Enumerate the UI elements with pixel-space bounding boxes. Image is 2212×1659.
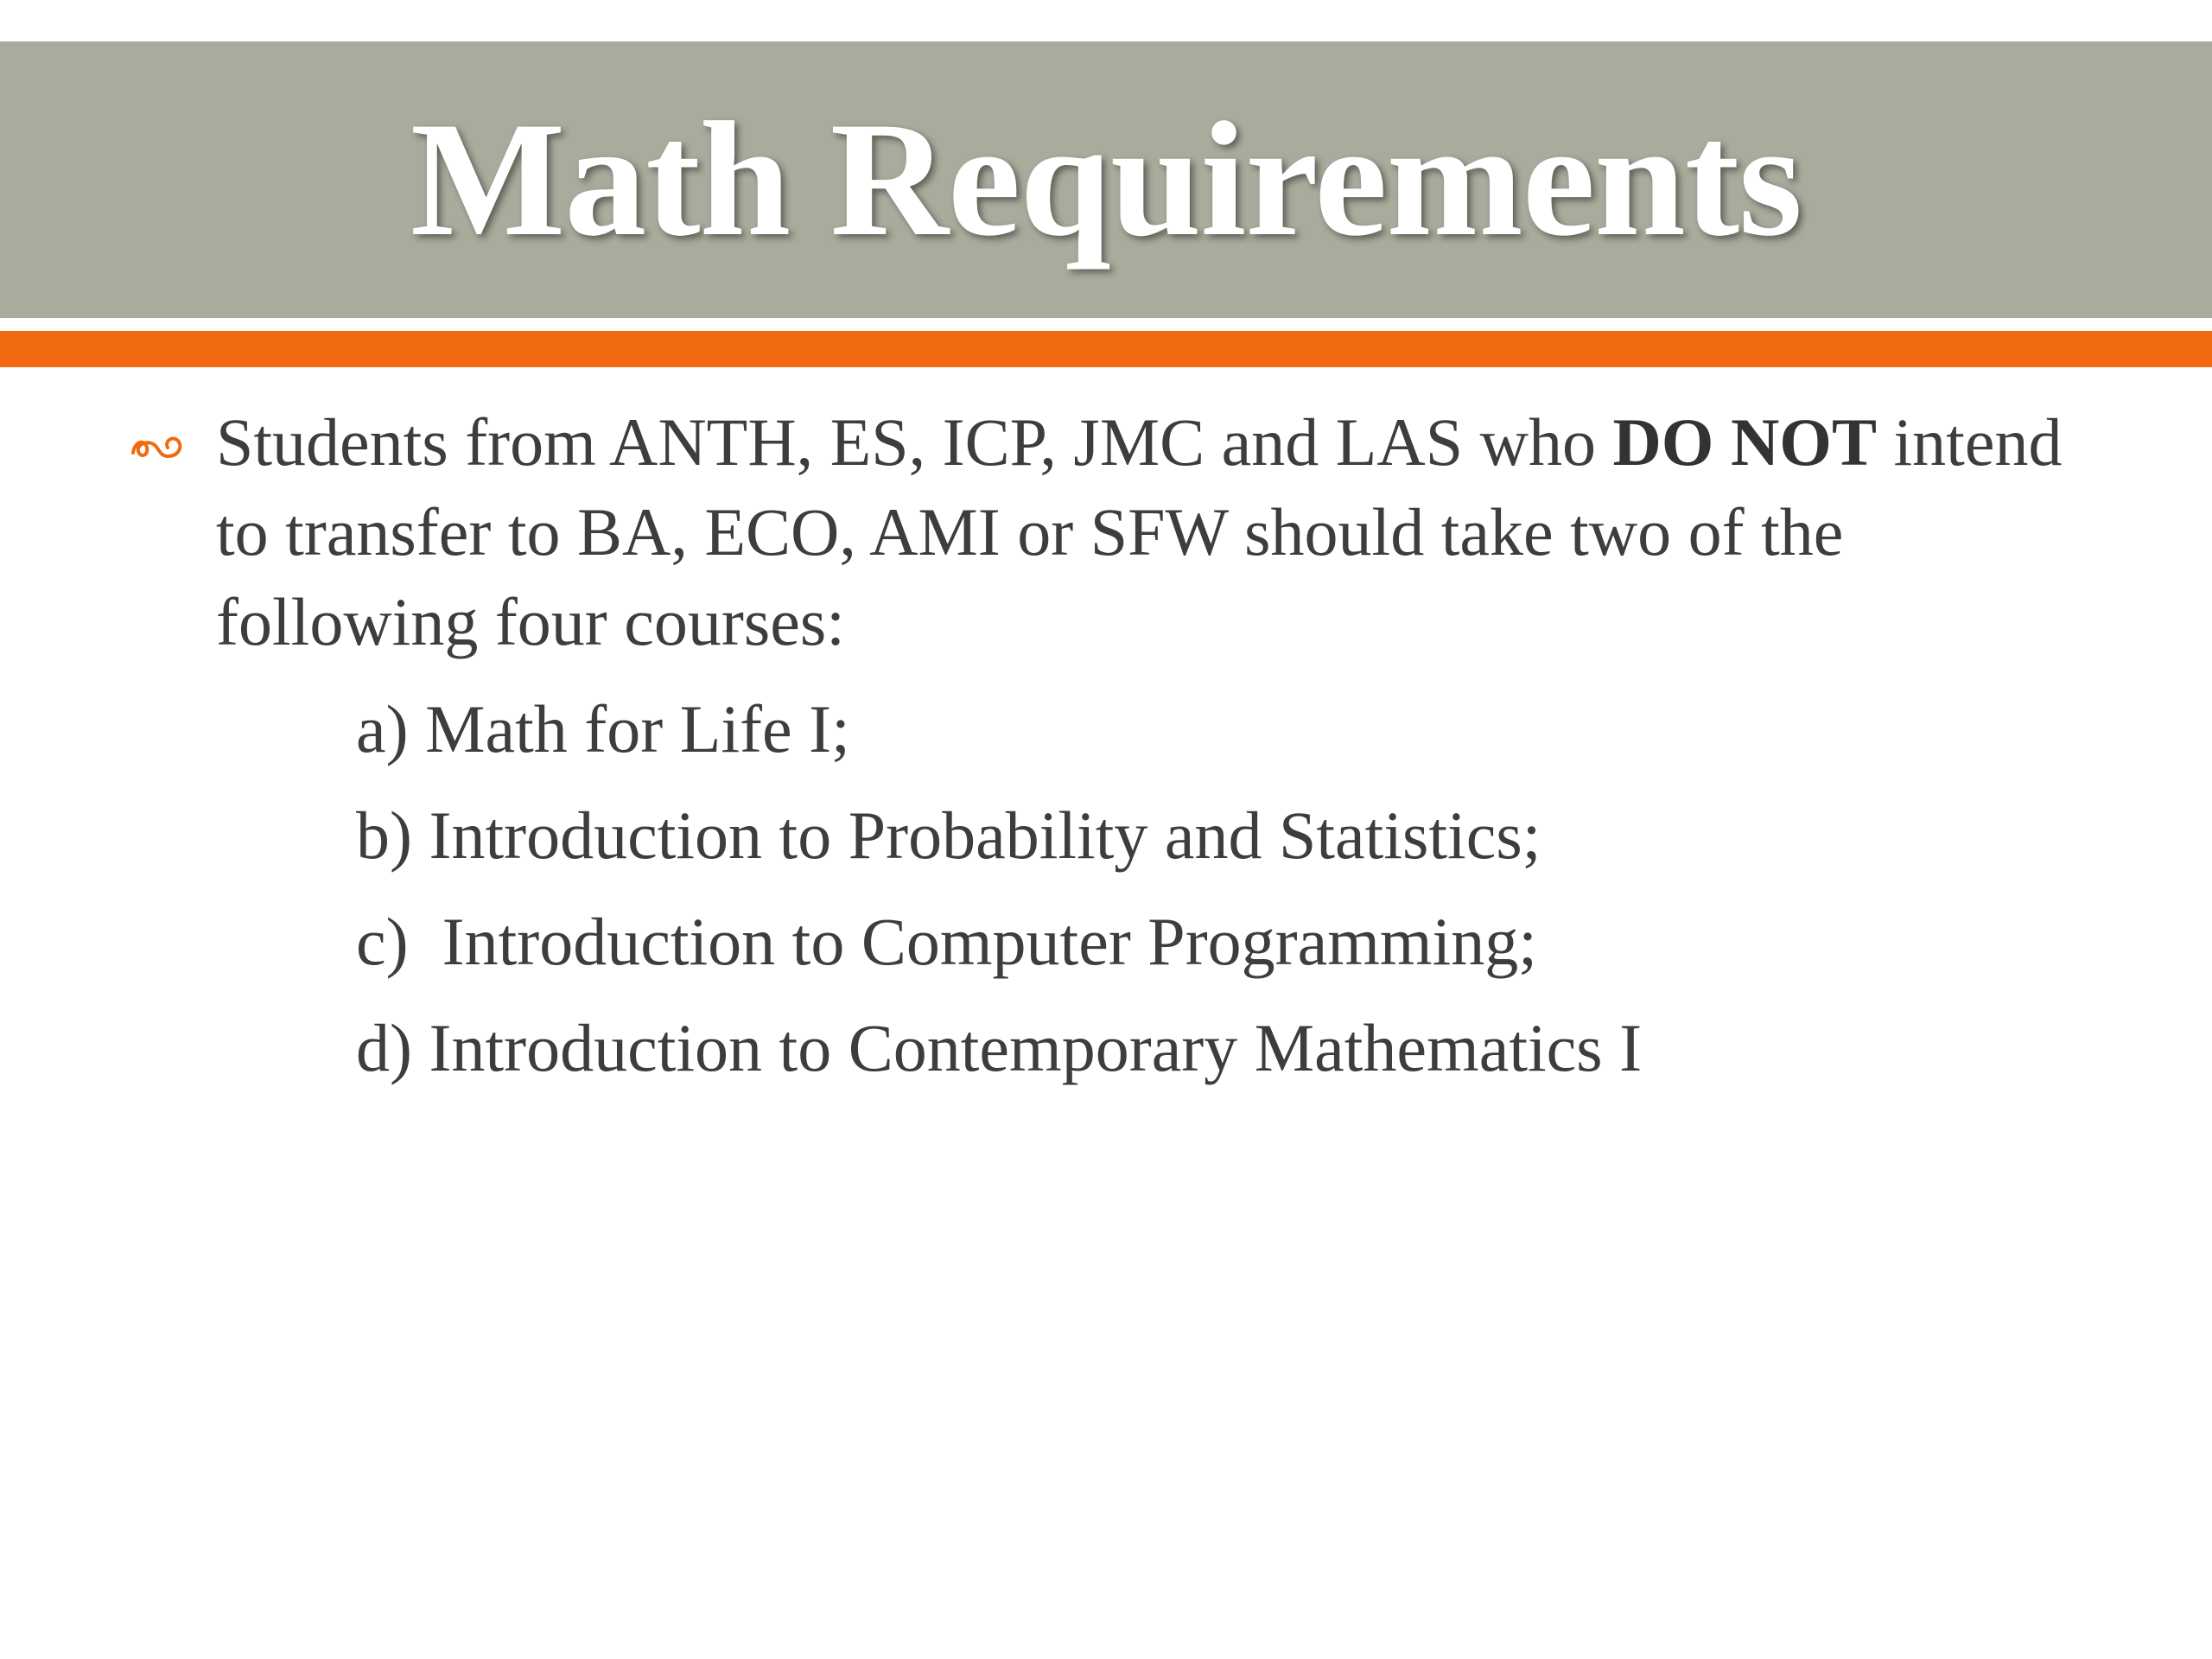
bullet-text [216,404,2062,659]
bullet-item [130,397,2117,667]
slide-content [130,397,2117,1101]
slide-title: Math Requirements [410,89,1802,270]
bullet-bold-text: DO NOT [1612,404,1877,480]
swirl-bullet-icon [130,432,187,461]
course-item-d: d) Introduction to Contemporary Mathematics I [356,1010,1643,1085]
course-item-b: b) Introduction to Probability and Statistics; [356,798,1541,873]
course-list [130,676,2117,1101]
bullet-text-before: Students from ANTH, ES, ICP, JMC and LAS who [216,404,1613,480]
accent-bar [0,331,2212,367]
course-item-c: c) Introduction to Computer Programming; [356,904,1537,979]
bullet-text-after: intend to transfer to BA, ECO, AMI or SFW should take two of the following four courses: [216,404,2063,659]
course-item-a: a) Math for Life I; [356,691,850,766]
